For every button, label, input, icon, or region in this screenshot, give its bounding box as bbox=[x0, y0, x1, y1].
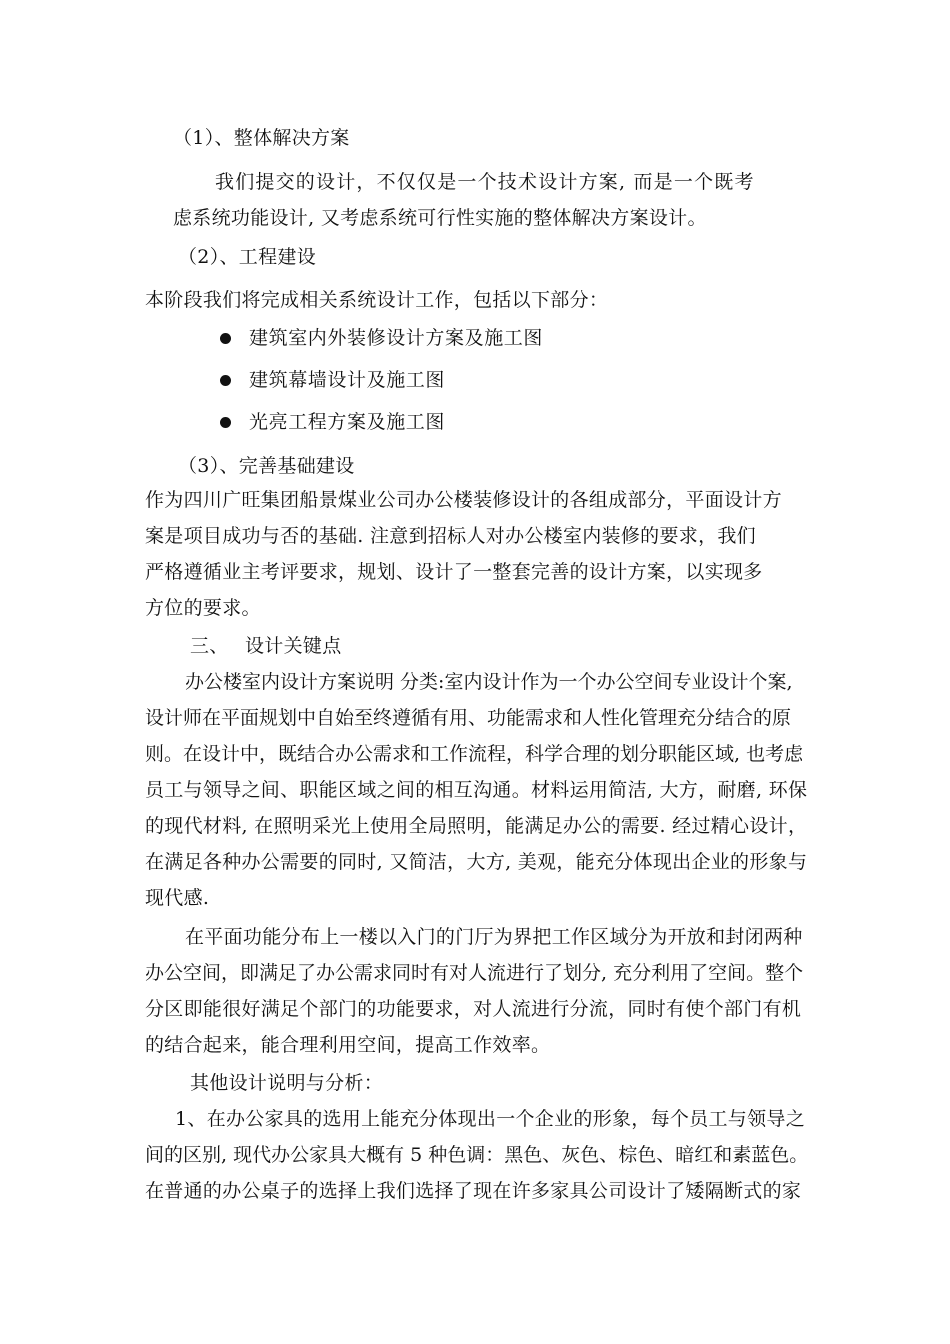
paragraph-line: 案是项目成功与否的基础. 注意到招标人对办公楼室内装修的要求，我们 bbox=[145, 525, 756, 547]
heading-engineering: （2）、工程建设 bbox=[178, 246, 316, 268]
paragraph-line: 的现代材料, 在照明采光上使用全局照明，能满足办公的需要. 经过精心设计， bbox=[145, 815, 808, 837]
paragraph-line: 我们提交的设计，不仅仅是一个技术设计方案, 而是一个既考 bbox=[215, 171, 755, 193]
paragraph-line: 作为四川广旺集团船景煤业公司办公楼装修设计的各组成部分，平面设计方 bbox=[145, 489, 782, 511]
paragraph-line: 办公空间，即满足了办公需求同时有对人流进行了划分, 充分利用了空间。整个 bbox=[145, 962, 804, 984]
paragraph-line: 在平面功能分布上一楼以入门的门厅为界把工作区域分为开放和封闭两种 bbox=[185, 926, 803, 948]
paragraph-line: 本阶段我们将完成相关系统设计工作，包括以下部分： bbox=[145, 289, 609, 311]
paragraph-line: 员工与领导之间、职能区域之间的相互沟通。材料运用简洁, 大方，耐磨, 环保 bbox=[145, 779, 808, 801]
paragraph-line: 设计师在平面规划中自始至终遵循有用、功能需求和人性化管理充分结合的原 bbox=[145, 707, 792, 729]
paragraph-line: 方位的要求。 bbox=[145, 597, 261, 619]
bullet-icon bbox=[220, 417, 231, 428]
section-number: 三、 bbox=[190, 635, 229, 657]
paragraph-line: 分区即能很好满足个部门的功能要求，对人流进行分流，同时有使个部门有机 bbox=[145, 998, 802, 1020]
heading-overall-solution: （1）、整体解决方案 bbox=[173, 127, 350, 149]
bullet-icon bbox=[220, 375, 231, 386]
paragraph-line: 在满足各种办公需要的同时, 又简洁，大方, 美观，能充分体现出企业的形象与 bbox=[145, 851, 808, 873]
bullet-icon bbox=[220, 333, 231, 344]
heading-infrastructure: （3）、完善基础建设 bbox=[178, 455, 355, 477]
list-item-text: 光亮工程方案及施工图 bbox=[249, 411, 446, 433]
paragraph-line: 现代感. bbox=[145, 887, 210, 909]
paragraph-line: 虑系统功能设计, 又考虑系统可行性实施的整体解决方案设计。 bbox=[173, 207, 707, 229]
section-title: 设计关键点 bbox=[245, 635, 342, 657]
paragraph-line: 其他设计说明与分析： bbox=[190, 1072, 384, 1094]
list-item-text: 建筑室内外装修设计方案及施工图 bbox=[249, 327, 544, 349]
paragraph-line: 在普通的办公桌子的选择上我们选择了现在许多家具公司设计了矮隔断式的家 bbox=[145, 1180, 802, 1202]
paragraph-line: 办公楼室内设计方案说明 分类:室内设计作为一个办公空间专业设计个案, bbox=[185, 671, 793, 693]
paragraph-line: 1、在办公家具的选用上能充分体现出一个企业的形象，每个员工与领导之 bbox=[175, 1108, 805, 1130]
paragraph-line: 则。在设计中，既结合办公需求和工作流程，科学合理的划分职能区域, 也考虑 bbox=[145, 743, 804, 765]
list-item-text: 建筑幕墙设计及施工图 bbox=[249, 369, 446, 391]
paragraph-line: 严格遵循业主考评要求，规划、设计了一整套完善的设计方案，以实现多 bbox=[145, 561, 763, 583]
paragraph-line: 的结合起来，能合理利用空间，提高工作效率。 bbox=[145, 1034, 551, 1056]
paragraph-line: 间的区别, 现代办公家具大概有 5 种色调：黑色、灰色、棕色、暗红和素蓝色。 bbox=[145, 1144, 809, 1166]
